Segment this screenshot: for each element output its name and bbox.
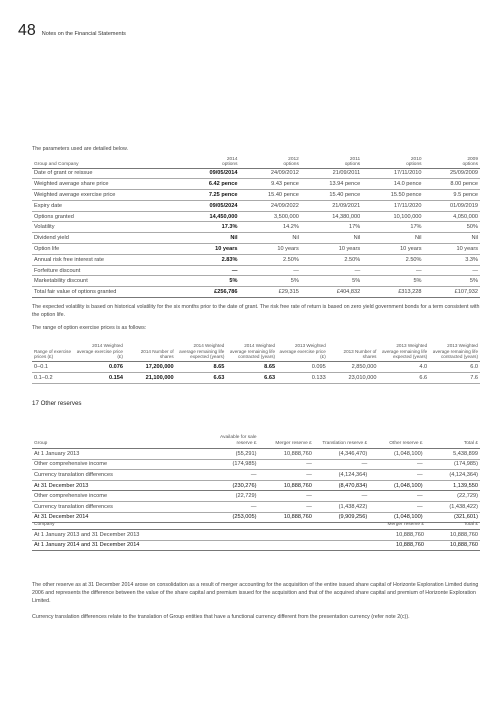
company-cell: 10,888,760: [372, 540, 426, 551]
params-cell: 2.50%: [301, 254, 362, 265]
reserves-cell: —: [259, 491, 314, 502]
range-header-row: [32, 343, 480, 362]
range-cell: 2,850,000: [328, 362, 379, 373]
params-row-label: Date of grant or reissue: [32, 168, 182, 179]
range-col-header: 2014 Weighted average remaining life contracted (years): [226, 343, 277, 362]
reserves-table: [32, 435, 480, 523]
reserves-cell: (4,124,364): [314, 470, 369, 481]
reserves-row: [32, 491, 480, 502]
params-cell: 15.50 pence: [362, 190, 423, 201]
params-cell: 6.42 pence: [182, 179, 240, 190]
reserves-cell: (230,276): [203, 480, 258, 491]
reserves-col-header: Other reserve £: [369, 435, 424, 448]
params-cell: 17/11/2020: [362, 200, 423, 211]
merger-text: The other reserve as at 31 December 2014 arose on consolidation as a result of merger accounting for the acquisition of the entire issued share capital of Horizonte Exploration Limited during 2006 and represents the difference between the value of the share capital and premium issued for the acquisition and that of the acquired share capital and premium of Horizonte Exploration Limited.: [32, 582, 479, 604]
params-cell: 5%: [182, 276, 240, 287]
reserves-cell: (4,346,470): [314, 448, 369, 459]
params-cell: 14.0 pence: [362, 179, 423, 190]
section-title: Notes on the Financial Statements: [41, 31, 126, 37]
params-cell: 2.50%: [362, 254, 423, 265]
company-cell: 10,888,760: [372, 529, 426, 540]
params-cell: 17%: [362, 222, 423, 233]
range-cell: 0.154: [74, 373, 125, 384]
range-cell: 7.6: [429, 373, 480, 384]
params-cell: 14,380,000: [301, 211, 362, 222]
params-cell: 10 years: [301, 244, 362, 255]
range-cell: 21,100,000: [125, 373, 176, 384]
params-cell: Nil: [301, 233, 362, 244]
option-range-table: [32, 343, 480, 384]
range-cell: 4.0: [378, 362, 429, 373]
page-number: 48: [18, 22, 36, 39]
range-cell: 6.63: [226, 373, 277, 384]
reserves-row-label: Other comprehensive income: [32, 491, 203, 502]
reserves-cell: (22,729): [425, 491, 480, 502]
reserves-cell: 1,139,550: [425, 480, 480, 491]
range-cell: 0.076: [74, 362, 125, 373]
company-body: [32, 529, 480, 550]
page-header: [18, 22, 126, 40]
company-row-label: At 1 January 2014 and 31 December 2014: [32, 540, 372, 551]
params-cell: 10 years: [240, 244, 301, 255]
params-cell: 10 years: [362, 244, 423, 255]
range-col-header: 2014 Weighted average exercise price (£): [74, 343, 125, 362]
params-cell: —: [240, 265, 301, 276]
reserves-cell: (253,005): [203, 512, 258, 523]
range-cell: 0.095: [277, 362, 328, 373]
params-cell: £313,228: [362, 287, 423, 298]
range-row: [32, 373, 480, 384]
company-cell: 10,888,760: [426, 540, 480, 551]
params-cell: 17.3%: [182, 222, 240, 233]
params-col-2011: 2011 options: [301, 155, 362, 168]
reserves-row-label: At 31 December 2013: [32, 480, 203, 491]
params-cell: —: [424, 265, 480, 276]
params-cell: —: [182, 265, 240, 276]
params-cell: 5%: [240, 276, 301, 287]
params-row: [32, 222, 480, 233]
reserves-cell: —: [203, 470, 258, 481]
params-cell: 14,450,000: [182, 211, 240, 222]
params-cell: 17%: [301, 222, 362, 233]
reserves-row: [32, 459, 480, 470]
params-cell: 10 years: [182, 244, 240, 255]
reserves-cell: 10,888,760: [259, 512, 314, 523]
params-cell: 9.43 pence: [240, 179, 301, 190]
parameters-table: [32, 155, 480, 298]
company-reserves-table: [32, 522, 480, 551]
company-col-header: Company: [32, 522, 372, 529]
params-cell: 14.2%: [240, 222, 301, 233]
range-cell: 6.0: [429, 362, 480, 373]
reserves-heading: 17 Other reserves: [32, 400, 82, 407]
params-row: [32, 190, 480, 201]
intro-text: The parameters used are detailed below.: [32, 146, 128, 152]
reserves-cell: —: [259, 470, 314, 481]
params-cell: 5%: [301, 276, 362, 287]
reserves-cell: 5,438,899: [425, 448, 480, 459]
reserves-cell: (9,909,256): [314, 512, 369, 523]
range-cell: 8.65: [226, 362, 277, 373]
reserves-col-header: Available for sale reserve £: [203, 435, 258, 448]
params-cell: Nil: [424, 233, 480, 244]
params-row: [32, 211, 480, 222]
range-col-header: 2013 Weighted average remaining life contracted (years): [429, 343, 480, 362]
company-row: [32, 540, 480, 551]
params-cell: 5%: [424, 276, 480, 287]
params-cell: 01/09/2019: [424, 200, 480, 211]
params-cell: 3.3%: [424, 254, 480, 265]
params-row-label: Annual risk free interest rate: [32, 254, 182, 265]
params-cell: 8.00 pence: [424, 179, 480, 190]
reserves-cell: (1,048,100): [369, 512, 424, 523]
params-cell: 17/11/2010: [362, 168, 423, 179]
range-cell: 6.63: [176, 373, 227, 384]
params-cell: 09/05/2014: [182, 168, 240, 179]
reserves-row-label: At 31 December 2014: [32, 512, 203, 523]
range-col-header: 2014 Weighted average remaining life expected (years): [176, 343, 227, 362]
reserves-col-header: Total £: [425, 435, 480, 448]
params-cell: 24/09/2022: [240, 200, 301, 211]
params-cell: 24/09/2012: [240, 168, 301, 179]
params-cell: 10,100,000: [362, 211, 423, 222]
params-row: [32, 287, 480, 298]
volatility-text: The expected volatility is based on historical volatility for the six months prior to the date of grant. The risk free rate of return is based on zero yield government bonds for a term consistent with the option life.: [32, 304, 480, 318]
params-row: [32, 244, 480, 255]
range-col-header: 2013 Weighted average exercise price (£): [277, 343, 328, 362]
reserves-cell: (1,438,422): [314, 501, 369, 512]
reserves-row: [32, 480, 480, 491]
params-row-label: Options granted: [32, 211, 182, 222]
params-cell: £404,832: [301, 287, 362, 298]
params-cell: 10 years: [424, 244, 480, 255]
params-cell: 5%: [362, 276, 423, 287]
params-col-2009: 2009 options: [424, 155, 480, 168]
range-intro: The range of option exercise prices is as follows:: [32, 325, 147, 331]
params-cell: 2.50%: [240, 254, 301, 265]
reserves-row-label: Other comprehensive income: [32, 459, 203, 470]
params-cell: —: [362, 265, 423, 276]
reserves-cell: (1,048,100): [369, 480, 424, 491]
reserves-row-label: At 1 January 2013: [32, 448, 203, 459]
params-row-label: Volatility: [32, 222, 182, 233]
params-row-label: Weighted average exercise price: [32, 190, 182, 201]
params-row: [32, 179, 480, 190]
company-col-header: Total £: [426, 522, 480, 529]
params-cell: 25/09/2009: [424, 168, 480, 179]
reserves-cell: —: [203, 501, 258, 512]
range-col-header: 2013 Weighted average remaining life expected (years): [378, 343, 429, 362]
params-row: [32, 254, 480, 265]
params-cell: —: [301, 265, 362, 276]
params-cell: 21/09/2021: [301, 200, 362, 211]
reserves-cell: (55,291): [203, 448, 258, 459]
params-row-label: Total fair value of options granted: [32, 287, 182, 298]
params-cell: 21/09/2011: [301, 168, 362, 179]
params-body: [32, 168, 480, 298]
params-cell: 15.40 pence: [301, 190, 362, 201]
reserves-col-header: Translation reserve £: [314, 435, 369, 448]
range-cell: 23,010,000: [328, 373, 379, 384]
params-row-label: Dividend yield: [32, 233, 182, 244]
params-col-2014: 2014 options: [182, 155, 240, 168]
params-col-2012: 2012 options: [240, 155, 301, 168]
params-row: [32, 200, 480, 211]
params-cell: 2.83%: [182, 254, 240, 265]
reserves-body: [32, 448, 480, 522]
range-col-header: 2013 Number of shares: [328, 343, 379, 362]
reserves-row: [32, 501, 480, 512]
reserves-cell: (22,729): [203, 491, 258, 502]
params-cell: £107,932: [424, 287, 480, 298]
reserves-row-label: Currency translation differences: [32, 501, 203, 512]
reserves-cell: —: [314, 459, 369, 470]
params-cell: £256,786: [182, 287, 240, 298]
range-col-header: 2014 Number of shares: [125, 343, 176, 362]
params-row-label: Weighted average share price: [32, 179, 182, 190]
params-row: [32, 233, 480, 244]
params-cell: Nil: [362, 233, 423, 244]
params-row: [32, 276, 480, 287]
params-cell: £29,315: [240, 287, 301, 298]
range-cell: 0–0.1: [32, 362, 74, 373]
params-row: [32, 265, 480, 276]
params-cell: 13.94 pence: [301, 179, 362, 190]
params-cell: 4,050,000: [424, 211, 480, 222]
reserves-header-row: [32, 435, 480, 448]
reserves-cell: 10,888,760: [259, 448, 314, 459]
reserves-cell: —: [314, 491, 369, 502]
reserves-cell: —: [369, 470, 424, 481]
company-cell: 10,888,760: [426, 529, 480, 540]
reserves-row: [32, 448, 480, 459]
params-cell: Nil: [182, 233, 240, 244]
reserves-cell: (1,438,422): [425, 501, 480, 512]
company-header-row: [32, 522, 480, 529]
range-cell: 0.133: [277, 373, 328, 384]
params-row: [32, 168, 480, 179]
params-header-row: [32, 155, 480, 168]
translation-text: Currency translation differences relate to the translation of Group entities that have a functional currency different from the presentation currency (refer note 2(c)).: [32, 614, 410, 620]
reserves-cell: (174,985): [425, 459, 480, 470]
range-cell: 8.65: [176, 362, 227, 373]
reserves-cell: —: [369, 501, 424, 512]
range-cell: 6.6: [378, 373, 429, 384]
reserves-row: [32, 470, 480, 481]
reserves-col-header: Group: [32, 435, 203, 448]
reserves-cell: 10,888,760: [259, 480, 314, 491]
reserves-cell: —: [259, 459, 314, 470]
reserves-cell: —: [369, 491, 424, 502]
params-row-label: Forfeiture discount: [32, 265, 182, 276]
range-body: [32, 362, 480, 384]
reserves-col-header: Merger reserve £: [259, 435, 314, 448]
range-col-header: Range of exercise prices (£): [32, 343, 74, 362]
reserves-cell: (8,470,834): [314, 480, 369, 491]
range-cell: 17,200,000: [125, 362, 176, 373]
reserves-row-label: Currency translation differences: [32, 470, 203, 481]
range-row: [32, 362, 480, 373]
company-col-header: Merger reserve £: [372, 522, 426, 529]
params-cell: 3,500,000: [240, 211, 301, 222]
company-row-label: At 1 January 2013 and 31 December 2013: [32, 529, 372, 540]
params-col-2010: 2010 options: [362, 155, 423, 168]
params-cell: 50%: [424, 222, 480, 233]
params-cell: 09/05/2024: [182, 200, 240, 211]
company-row: [32, 529, 480, 540]
params-row-header: Group and Company: [32, 155, 182, 168]
params-row-label: Expiry date: [32, 200, 182, 211]
params-cell: 9.5 pence: [424, 190, 480, 201]
params-row-label: Option life: [32, 244, 182, 255]
reserves-cell: (1,048,100): [369, 448, 424, 459]
reserves-cell: (321,601): [425, 512, 480, 523]
range-cell: 0.1–0.2: [32, 373, 74, 384]
params-row-label: Marketability discount: [32, 276, 182, 287]
params-cell: Nil: [240, 233, 301, 244]
reserves-cell: —: [259, 501, 314, 512]
params-cell: 15.40 pence: [240, 190, 301, 201]
reserves-cell: (174,985): [203, 459, 258, 470]
reserves-cell: —: [369, 459, 424, 470]
params-cell: 7.25 pence: [182, 190, 240, 201]
reserves-cell: (4,124,364): [425, 470, 480, 481]
